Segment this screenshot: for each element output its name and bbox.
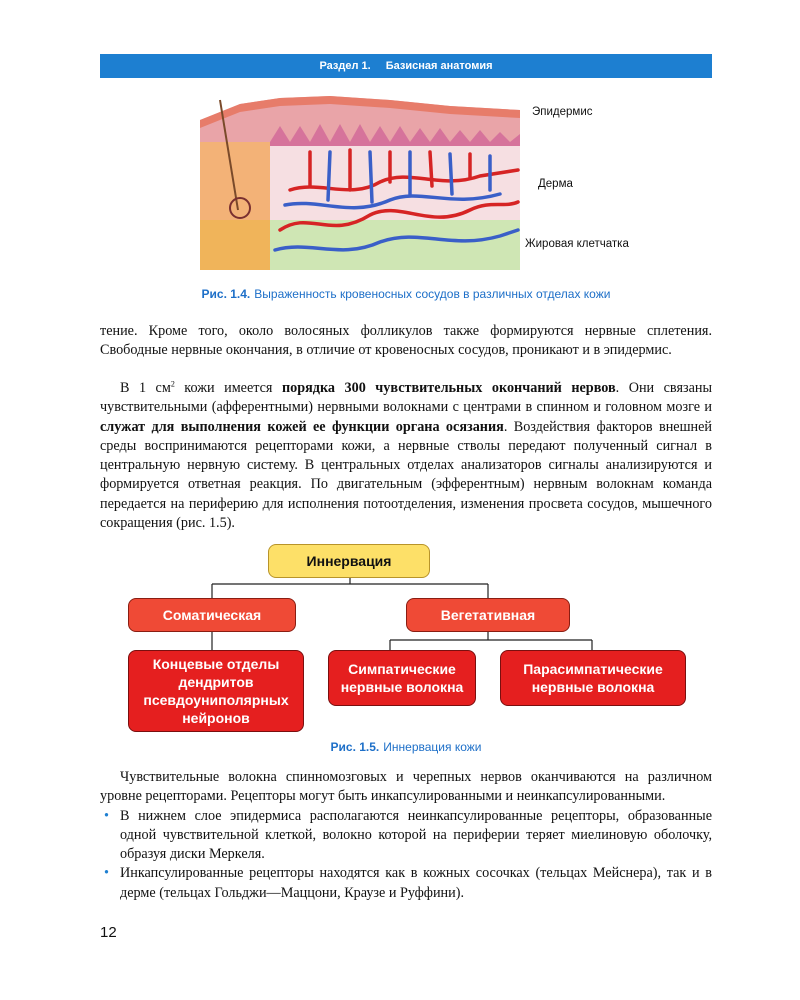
p2-part4: . Воздействия факторов внешней среды воспринимаются рецепторами кожи, а нервные стволы передают полученный сигнал в центральную нервную систему. В центральных отделах анализаторов сигналы анализируются и формируется ответная реакция. По двигательным (эфферентным) нервным волокнам команда передается на периферию для исполнения потоотделения, изменения просвета сосудов, мышечного сокращения (рис. 1.5). [100, 418, 712, 532]
bullet-icon: • [104, 807, 109, 824]
dendrites-box: Концевые отделы дендритов псевдоуниполярных нейронов [128, 650, 304, 732]
section-number: Раздел 1. [319, 60, 371, 72]
p2-part1: В 1 см [120, 380, 171, 396]
innervation-box: Иннервация [268, 544, 430, 578]
figure-1-4-caption [100, 287, 712, 301]
vegetative-box: Вегетативная [406, 598, 570, 632]
caption-number: Рис. 1.4. [201, 287, 251, 301]
p2-bold2: служат для выполнения кожей ее функции органа осязания [100, 418, 504, 435]
innervation-diagram [100, 540, 712, 736]
bullet-icon: • [104, 865, 109, 882]
figure-1-5-caption [100, 740, 712, 754]
caption-number: Рис. 1.5. [330, 740, 380, 754]
list-item [100, 864, 712, 903]
paragraph-1 [100, 322, 712, 361]
label-dermis: Дерма [538, 178, 573, 190]
parasympathetic-box: Парасимпатические нервные волокна [500, 650, 686, 706]
p2-part3: . Они связаны чувствительными (афферентными) нервными волокнами с центрами в спинном и головном мозге и [100, 380, 712, 416]
somatic-box: Соматическая [128, 598, 296, 632]
list-item [100, 807, 712, 865]
caption-text: Выраженность кровеносных сосудов в различных отделах кожи [254, 287, 611, 301]
paragraph-3 [100, 768, 712, 903]
receptor-list [100, 807, 712, 903]
list-item-text: В нижнем слое эпидермиса располагаются неинкапсулированные рецепторы, образованные одной чувствительной клеткой, волокно которой на периферии теряет миелиновую оболочку, образуя диски Меркеля. [120, 807, 712, 863]
section-header-bar [100, 54, 712, 78]
paragraph-3-text: Чувствительные волокна спинномозговых и черепных нервов оканчиваются на различном уровне рецепторами. Рецепторы могут быть инкапсулированными и неинкапсулированными. [100, 769, 712, 805]
skin-cross-section-illustration [200, 90, 520, 270]
label-epidermis: Эпидермис [532, 106, 593, 118]
sympathetic-box: Симпатические нервные волокна [328, 650, 476, 706]
paragraph-2 [100, 379, 712, 533]
list-item-text: Инкапсулированные рецепторы находятся как в кожных сосочках (тельцах Мейснера), так и в дерме (тельцах Гольджи—Маццони, Краузе и Руффини). [120, 865, 712, 901]
paragraph-1-text: тение. Кроме того, около волосяных фолликулов также формируются нервные сплетения. Свободные нервные окончания, в отличие от кровеносных сосудов, проникают и в эпидермис. [100, 323, 712, 359]
p2-part2: кожи имеется [174, 380, 282, 396]
caption-text: Иннервация кожи [383, 740, 482, 754]
p2-bold1: порядка 300 чувствительных окончаний нервов [281, 380, 616, 396]
page-number: 12 [100, 924, 117, 941]
p2-sup: 2 [170, 379, 175, 389]
label-fat: Жировая клетчатка [525, 238, 629, 250]
section-title: Базисная анатомия [385, 60, 493, 72]
